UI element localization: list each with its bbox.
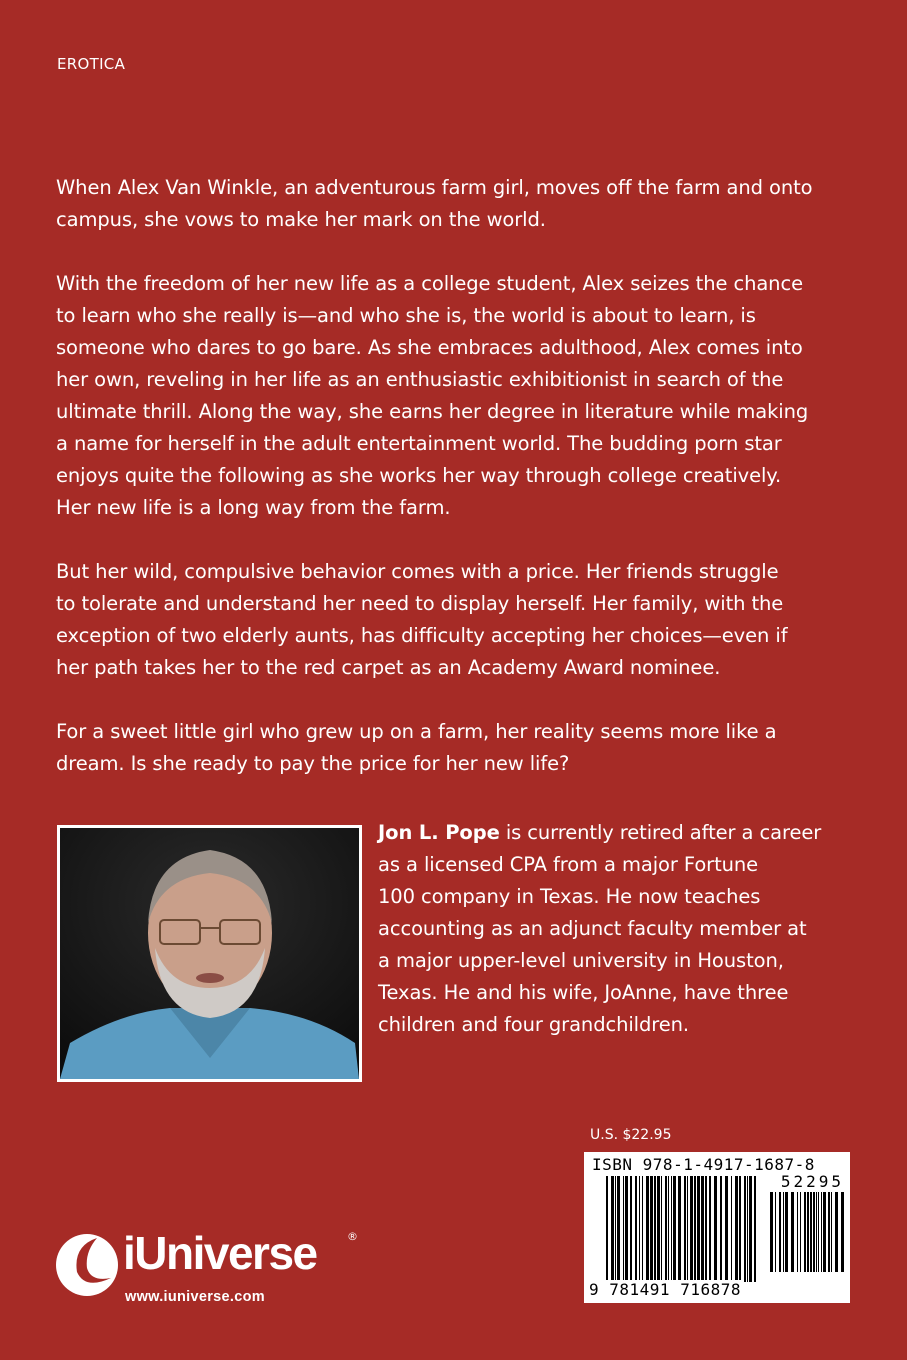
text-line: to tolerate and understand her need to display herself. Her family, with the <box>56 592 784 615</box>
barcode-bar <box>739 1176 741 1282</box>
blurb-paragraph <box>56 716 876 780</box>
text-line: to learn who she really is—and who she is, the world is about to learn, is <box>56 304 756 327</box>
barcode-bar <box>821 1192 822 1272</box>
barcode-bar <box>701 1176 704 1282</box>
genre-label: EROTICA <box>57 55 126 73</box>
barcode-bar <box>678 1176 681 1282</box>
text-line: When Alex Van Winkle, an adventurous farm girl, moves off the farm and onto <box>56 176 813 199</box>
barcode-bar <box>747 1176 748 1282</box>
barcode-bar <box>639 1176 640 1282</box>
barcode-bar <box>697 1176 700 1282</box>
blurb-paragraph <box>56 172 876 236</box>
barcode-bar <box>731 1176 732 1282</box>
text-line: her path takes her to the red carpet as an Academy Award nominee. <box>56 656 721 679</box>
text-line: someone who dares to go bare. As she embraces adulthood, Alex comes into <box>56 336 803 359</box>
iuniverse-swoosh-icon <box>55 1232 121 1298</box>
barcode-bar <box>684 1176 686 1282</box>
barcode-bar <box>665 1176 667 1282</box>
bio-line: as a licensed CPA from a major Fortune <box>378 853 759 876</box>
text-line: For a sweet little girl who grew up on a farm, her reality seems more like a <box>56 720 777 743</box>
text-line: enjoys quite the following as she works her way through college creatively. <box>56 464 782 487</box>
barcode-bar <box>804 1192 806 1272</box>
author-name: Jon L. Pope <box>378 821 500 844</box>
barcode-bar <box>646 1176 649 1282</box>
barcode-bar <box>625 1176 628 1282</box>
barcode-bar <box>714 1176 717 1282</box>
blurb <box>56 172 876 812</box>
publisher-name: iUniverse <box>123 1227 317 1279</box>
barcode-bar <box>841 1192 844 1272</box>
ean-digits: 9 781491 716878 <box>589 1280 741 1299</box>
barcode-bar <box>831 1192 832 1272</box>
barcode-bar <box>673 1176 676 1282</box>
barcode-bar <box>671 1176 672 1282</box>
text-line: dream. Is she ready to pay the price for her new life? <box>56 752 570 775</box>
barcode-bar <box>687 1176 688 1282</box>
addon-code: 52295 <box>780 1172 844 1191</box>
blurb-paragraph <box>56 556 876 684</box>
barcode-bar <box>630 1176 632 1282</box>
barcode-bar <box>791 1192 794 1272</box>
barcode-bar <box>754 1176 756 1282</box>
barcode-bar <box>744 1176 746 1282</box>
barcode-bar <box>705 1176 707 1282</box>
bio-line: a major upper-level university in Houston, <box>378 949 784 972</box>
barcode-bar <box>818 1192 819 1272</box>
barcode-bar <box>635 1176 637 1282</box>
text-line: ultimate thrill. Along the way, she earns her degree in literature while making <box>56 400 809 423</box>
barcode-bar <box>807 1192 809 1272</box>
barcode-bar <box>775 1192 776 1272</box>
barcode-bar <box>835 1192 838 1272</box>
barcode-bar <box>828 1192 830 1272</box>
bio-line: Texas. He and his wife, JoAnne, have three <box>378 981 789 1004</box>
barcode-bar <box>810 1192 812 1272</box>
text-line: With the freedom of her new life as a college student, Alex seizes the chance <box>56 272 803 295</box>
barcode-bar <box>615 1176 616 1282</box>
barcode-bar <box>770 1192 773 1272</box>
barcode-bar <box>690 1176 693 1282</box>
barcode-bar <box>709 1176 711 1282</box>
barcode-bar <box>797 1192 798 1272</box>
bio-line: children and four grandchildren. <box>378 1013 690 1036</box>
barcode-bar <box>606 1176 608 1282</box>
text-line: campus, she vows to make her mark on the world. <box>56 208 546 231</box>
bio-first-line: Jon L. Pope is currently retired after a career <box>378 821 822 844</box>
barcode-bar <box>823 1192 826 1272</box>
bio-line: accounting as an adjunct faculty member at <box>378 917 807 940</box>
text-line: her own, reveling in her life as an enthusiastic exhibitionist in search of the <box>56 368 784 391</box>
barcode-bar <box>650 1176 653 1282</box>
barcode-bar <box>657 1176 660 1282</box>
barcode-bar <box>783 1192 784 1272</box>
publisher-url: www.iuniverse.com <box>125 1289 265 1305</box>
text-line: exception of two elderly aunts, has difficulty accepting her choices—even if <box>56 624 788 647</box>
barcode-bar <box>654 1176 656 1282</box>
author-photo <box>57 825 362 1082</box>
author-bio <box>378 817 821 1041</box>
isbn-barcode <box>584 1152 850 1303</box>
barcode-bar <box>642 1176 643 1282</box>
barcode-bar <box>779 1192 781 1272</box>
barcode-bar <box>617 1176 620 1282</box>
barcode-bar <box>749 1176 752 1282</box>
text-line: Her new life is a long way from the farm. <box>56 496 451 519</box>
barcode-bar <box>694 1176 696 1282</box>
barcode-bar <box>611 1176 614 1282</box>
price: U.S. $22.95 <box>590 1127 672 1143</box>
isbn-label: ISBN 978-1-4917-1687-8 <box>592 1155 815 1174</box>
barcode-bar <box>813 1192 815 1272</box>
barcode-bar <box>720 1176 722 1282</box>
text-line: a name for herself in the adult entertainment world. The budding porn star <box>56 432 782 455</box>
text-line: But her wild, compulsive behavior comes with a price. Her friends struggle <box>56 560 779 583</box>
barcode-bar <box>816 1192 817 1272</box>
barcode-bar <box>725 1176 728 1282</box>
bio-line: 100 company in Texas. He now teaches <box>378 885 761 908</box>
barcode-bar <box>661 1176 662 1282</box>
barcode-bar <box>668 1176 669 1282</box>
blurb-paragraph <box>56 268 876 524</box>
barcode-bar <box>623 1176 624 1282</box>
barcode-bar <box>735 1176 738 1282</box>
barcode-bar <box>800 1192 801 1272</box>
barcode-bar <box>785 1192 788 1272</box>
